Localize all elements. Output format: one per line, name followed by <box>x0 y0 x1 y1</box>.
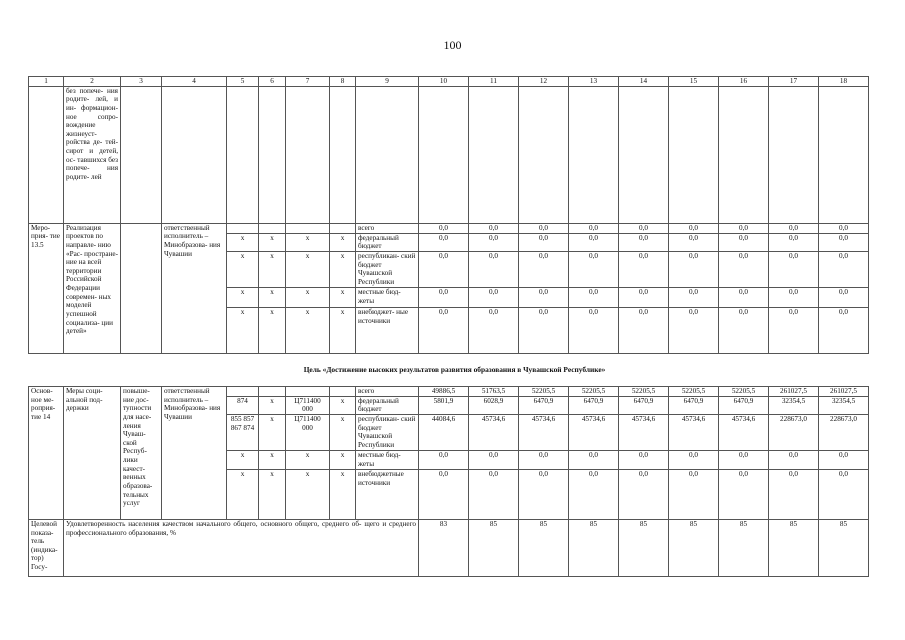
amount-cell: 6470,9 <box>519 396 569 414</box>
col-header: 15 <box>669 77 719 87</box>
target-value: 85 <box>769 519 819 576</box>
amount-cell: 0,0 <box>769 307 819 353</box>
amount-cell: 52205,5 <box>669 387 719 397</box>
code-cell: x <box>259 233 286 251</box>
amount-cell: 0,0 <box>519 251 569 287</box>
amount-cell: 0,0 <box>569 251 619 287</box>
amount-cell: 0,0 <box>569 450 619 469</box>
col-header: 16 <box>719 77 769 87</box>
code-cell: Ц711400 000 <box>286 414 330 450</box>
amount-cell: 0,0 <box>769 233 819 251</box>
amount-cell: 6470,9 <box>669 396 719 414</box>
amount-cell: 0,0 <box>469 251 519 287</box>
code-cell <box>286 223 330 233</box>
amount-cell: 0,0 <box>669 287 719 307</box>
amount-cell: 0,0 <box>769 469 819 519</box>
main-measure-14 <box>29 387 869 520</box>
amount-cell: 0,0 <box>669 307 719 353</box>
target-value: 85 <box>469 519 519 576</box>
col-header: 14 <box>619 77 669 87</box>
code-cell: x <box>330 414 356 450</box>
amount-cell: 0,0 <box>419 223 469 233</box>
code-cell <box>227 223 259 233</box>
amount-cell: 228673,0 <box>819 414 869 450</box>
target-value: 83 <box>419 519 469 576</box>
amount-cell: 32354,5 <box>769 396 819 414</box>
amount-cell: 0,0 <box>819 233 869 251</box>
amount-cell: 0,0 <box>819 287 869 307</box>
code-cell: x <box>259 396 286 414</box>
col-header: 9 <box>356 77 419 87</box>
measure-name: Меры соци- альной под- держки <box>64 387 121 520</box>
amount-cell: 0,0 <box>569 223 619 233</box>
target-value: 85 <box>519 519 569 576</box>
amount-cell: 0,0 <box>619 287 669 307</box>
amount-cell: 0,0 <box>769 287 819 307</box>
code-cell: x <box>227 469 259 519</box>
funding-source: всего <box>356 223 419 233</box>
amount-cell: 0,0 <box>569 287 619 307</box>
amount-cell: 0,0 <box>619 307 669 353</box>
col-header: 8 <box>330 77 356 87</box>
amount-cell: 0,0 <box>819 223 869 233</box>
target-label: Целевой показа- тель (индика- тор) Госу- <box>29 519 64 576</box>
code-cell: x <box>286 307 330 353</box>
target-value: 85 <box>669 519 719 576</box>
amount-cell: 0,0 <box>519 450 569 469</box>
amount-cell: 0,0 <box>819 251 869 287</box>
target-value: 85 <box>619 519 669 576</box>
budget-table-upper <box>28 76 869 354</box>
code-cell: x <box>259 251 286 287</box>
col-header: 18 <box>819 77 869 87</box>
amount-cell: 45734,6 <box>669 414 719 450</box>
amount-cell: 51763,5 <box>469 387 519 397</box>
code-cell: 874 <box>227 396 259 414</box>
continuation-text: без попече- ния родите- лей, и ин- формацион- ное сопро- вождение жизнеуст- ройства де- тей-сирот и детей, ос- тавшихся без попече- ния родите- лей <box>64 86 121 223</box>
col-header: 13 <box>569 77 619 87</box>
amount-cell: 0,0 <box>419 251 469 287</box>
col-header: 12 <box>519 77 569 87</box>
amount-cell: 0,0 <box>469 233 519 251</box>
amount-cell: 0,0 <box>719 251 769 287</box>
col-header: 11 <box>469 77 519 87</box>
code-cell: x <box>227 233 259 251</box>
amount-cell: 0,0 <box>469 450 519 469</box>
amount-cell: 0,0 <box>519 469 569 519</box>
code-cell: x <box>259 287 286 307</box>
empty-cell <box>121 223 162 353</box>
col-header: 7 <box>286 77 330 87</box>
funding-row <box>29 387 869 397</box>
target-text: Удовлетворенность населения качеством начального общего, основного общего, среднего об- щего и среднего профессионального образования, % <box>64 519 419 576</box>
measure-executor: ответственный исполнитель – Минобразова- ния Чувашии <box>162 387 227 520</box>
col-header: 6 <box>259 77 286 87</box>
page-number: 100 <box>443 38 462 52</box>
target-value: 85 <box>719 519 769 576</box>
amount-cell: 6470,9 <box>719 396 769 414</box>
code-cell: x <box>286 251 330 287</box>
code-cell: x <box>259 414 286 450</box>
header-row <box>29 77 869 87</box>
col-header: 17 <box>769 77 819 87</box>
code-cell: x <box>330 287 356 307</box>
code-cell: 855 857 867 874 <box>227 414 259 450</box>
code-cell <box>330 223 356 233</box>
measure-13-5 <box>29 223 869 353</box>
measure-label: Меро- прия- тие 13.5 <box>29 223 64 353</box>
amount-cell: 44084,6 <box>419 414 469 450</box>
amount-cell: 0,0 <box>519 233 569 251</box>
code-cell: x <box>259 450 286 469</box>
code-cell: x <box>286 287 330 307</box>
amount-cell: 0,0 <box>419 233 469 251</box>
amount-cell: 228673,0 <box>769 414 819 450</box>
code-cell: x <box>330 251 356 287</box>
amount-cell: 6470,9 <box>569 396 619 414</box>
amount-cell: 6028,9 <box>469 396 519 414</box>
amount-cell: 32354,5 <box>819 396 869 414</box>
amount-cell: 0,0 <box>569 469 619 519</box>
code-cell: x <box>330 233 356 251</box>
amount-cell: 0,0 <box>819 450 869 469</box>
amount-cell: 6470,9 <box>619 396 669 414</box>
code-cell: x <box>330 469 356 519</box>
amount-cell: 0,0 <box>669 233 719 251</box>
amount-cell: 0,0 <box>419 450 469 469</box>
code-cell: x <box>286 233 330 251</box>
code-cell: x <box>286 469 330 519</box>
amount-cell: 0,0 <box>769 450 819 469</box>
code-cell: x <box>330 450 356 469</box>
col-header: 10 <box>419 77 469 87</box>
amount-cell: 49886,5 <box>419 387 469 397</box>
col-header: 3 <box>121 77 162 87</box>
amount-cell: 45734,6 <box>519 414 569 450</box>
amount-cell: 0,0 <box>619 450 669 469</box>
amount-cell: 0,0 <box>569 233 619 251</box>
code-cell <box>330 387 356 397</box>
funding-source: местные бюд- жеты <box>356 450 419 469</box>
amount-cell: 0,0 <box>519 307 569 353</box>
amount-cell: 0,0 <box>719 450 769 469</box>
amount-cell: 0,0 <box>719 223 769 233</box>
target-value: 85 <box>569 519 619 576</box>
amount-cell: 0,0 <box>719 469 769 519</box>
amount-cell: 0,0 <box>619 223 669 233</box>
code-cell: x <box>227 287 259 307</box>
amount-cell: 0,0 <box>719 287 769 307</box>
amount-cell: 0,0 <box>469 307 519 353</box>
amount-cell: 45734,6 <box>469 414 519 450</box>
col-header: 1 <box>29 77 64 87</box>
code-cell <box>227 387 259 397</box>
amount-cell: 0,0 <box>769 223 819 233</box>
code-cell: x <box>286 450 330 469</box>
measure-name: Реализация проектов по направле- нию «Рас- простране- ние на всей территории Российской Федерации современ- ных моделей успешной социализа- ции детей» <box>64 223 121 353</box>
budget-table-lower <box>28 386 869 577</box>
amount-cell: 0,0 <box>469 287 519 307</box>
code-cell <box>259 387 286 397</box>
funding-source: внебюджет- ные источники <box>356 307 419 353</box>
amount-cell: 0,0 <box>419 287 469 307</box>
col-header: 4 <box>162 77 227 87</box>
funding-source: республикан- ский бюджет Чувашской Республики <box>356 251 419 287</box>
amount-cell: 45734,6 <box>619 414 669 450</box>
measure-executor: ответственный исполнитель – Минобразова- ния Чувашии <box>162 223 227 353</box>
amount-cell: 0,0 <box>719 233 769 251</box>
funding-source: федеральный бюджет <box>356 233 419 251</box>
code-cell: x <box>227 251 259 287</box>
target-value: 85 <box>819 519 869 576</box>
amount-cell: 52205,5 <box>619 387 669 397</box>
amount-cell: 0,0 <box>819 469 869 519</box>
amount-cell: 0,0 <box>569 307 619 353</box>
funding-source: внебюджетные источники <box>356 469 419 519</box>
code-cell: x <box>259 307 286 353</box>
funding-source: всего <box>356 387 419 397</box>
goal-heading: Цель «Достижение высоких результатов развития образования в Чувашской Республике» <box>303 365 606 374</box>
amount-cell: 0,0 <box>769 251 819 287</box>
amount-cell: 45734,6 <box>719 414 769 450</box>
code-cell <box>286 387 330 397</box>
amount-cell: 0,0 <box>519 287 569 307</box>
amount-cell: 0,0 <box>669 223 719 233</box>
col-header: 2 <box>64 77 121 87</box>
code-cell: x <box>227 307 259 353</box>
amount-cell: 0,0 <box>419 469 469 519</box>
measure-label: Основ- ное ме- роприя- тие 14 <box>29 387 64 520</box>
amount-cell: 5801,9 <box>419 396 469 414</box>
amount-cell: 0,0 <box>669 469 719 519</box>
amount-cell: 261027,5 <box>769 387 819 397</box>
code-cell: Ц711400 000 <box>286 396 330 414</box>
funding-source: республикан- ский бюджет Чувашской Республики <box>356 414 419 450</box>
amount-cell: 0,0 <box>669 251 719 287</box>
amount-cell: 0,0 <box>469 469 519 519</box>
amount-cell: 0,0 <box>619 469 669 519</box>
funding-source: федеральный бюджет <box>356 396 419 414</box>
amount-cell: 261027,5 <box>819 387 869 397</box>
amount-cell: 0,0 <box>469 223 519 233</box>
funding-row <box>29 223 869 233</box>
amount-cell: 0,0 <box>719 307 769 353</box>
amount-cell: 0,0 <box>819 307 869 353</box>
code-cell <box>259 223 286 233</box>
amount-cell: 52205,5 <box>519 387 569 397</box>
amount-cell: 52205,5 <box>719 387 769 397</box>
amount-cell: 0,0 <box>519 223 569 233</box>
amount-cell: 0,0 <box>619 251 669 287</box>
continuation-row <box>29 86 869 223</box>
col-header: 5 <box>227 77 259 87</box>
code-cell: x <box>330 396 356 414</box>
amount-cell: 0,0 <box>669 450 719 469</box>
code-cell: x <box>330 307 356 353</box>
amount-cell: 0,0 <box>619 233 669 251</box>
amount-cell: 52205,5 <box>569 387 619 397</box>
code-cell: x <box>259 469 286 519</box>
funding-source: местные бюд- жеты <box>356 287 419 307</box>
code-cell: x <box>227 450 259 469</box>
target-indicator-row <box>29 519 869 576</box>
amount-cell: 45734,6 <box>569 414 619 450</box>
amount-cell: 0,0 <box>419 307 469 353</box>
measure-indicator: повыше- ние дос- тупности для насе- ления Чуваш- ской Респуб- лики качест- венных образова- тельных услуг <box>121 387 162 520</box>
